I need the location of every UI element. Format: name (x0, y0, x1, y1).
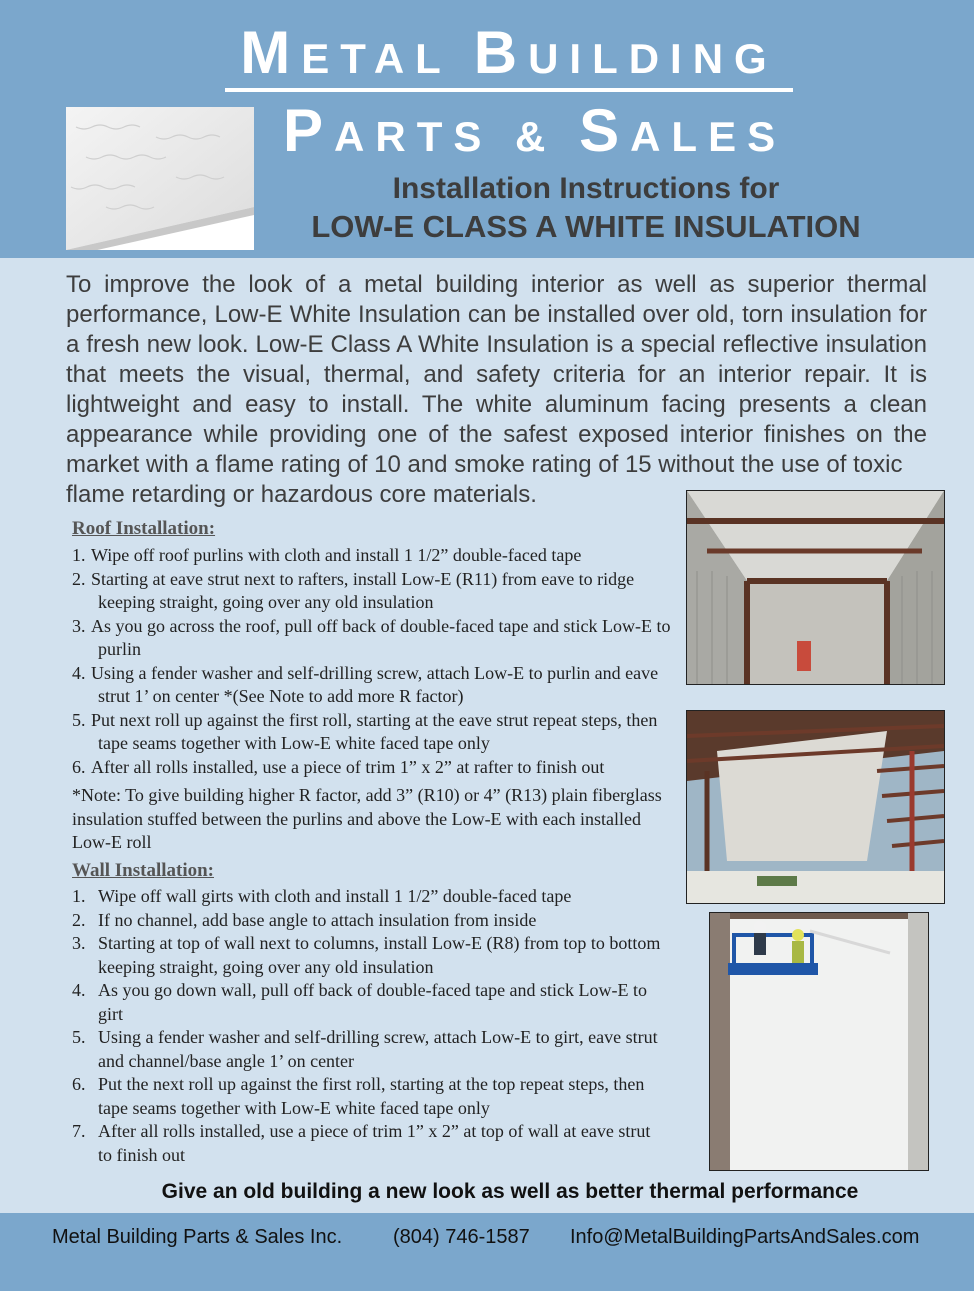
brand-word-building: UILDING (528, 35, 778, 82)
r-factor-note: *Note: To give building higher R factor, add 3” (R10) or 4” (R13) plain fiberglass insulation stuffed between the purlins and above the Low-E with each installed Low-E roll (72, 785, 662, 852)
step-number: 5. (72, 1027, 86, 1047)
list-item (72, 885, 662, 909)
step-number: 1. (72, 886, 86, 906)
brand-ampersand: & (515, 113, 557, 160)
brand-word-metal: ETAL (301, 35, 452, 82)
list-item (72, 615, 682, 662)
wall-steps-list (72, 885, 662, 1167)
brand-word-parts: ARTS (334, 113, 493, 160)
tagline: Give an old building a new look as well as better thermal performance (161, 1180, 859, 1203)
list-item (72, 662, 682, 709)
doc-title-line-2: LOW-E CLASS A WHITE INSULATION (311, 209, 861, 244)
step-number: 7. (72, 1121, 86, 1141)
list-item (72, 756, 682, 780)
step-number: 6. (72, 756, 86, 777)
roof-installation-heading: Roof Installation: (72, 518, 216, 539)
list-item (72, 1073, 662, 1120)
wall-installation-heading: Wall Installation: (72, 860, 214, 881)
list-item (72, 568, 682, 615)
roof-steps-list (72, 544, 682, 779)
step-text: Starting at eave strut next to rafters, install Low-E (R11) from eave to ridge keeping straight, going over any old insulation (91, 568, 635, 612)
step-number: 3. (72, 615, 86, 636)
step-text: Wipe off wall girts with cloth and install 1 1/2” double-faced tape (98, 886, 572, 906)
roof-framing-photo (686, 710, 945, 904)
footer-email[interactable]: Info@MetalBuildingPartsAndSales.com (570, 1226, 920, 1248)
brand-initial-s: S (579, 97, 631, 164)
insulation-sample-photo (66, 107, 254, 250)
brand-initial-m: M (240, 19, 302, 86)
step-text: If no channel, add base angle to attach insulation from inside (98, 909, 537, 930)
step-number: 1. (72, 545, 86, 565)
intro-paragraph: To improve the look of a metal building interior as well as superior thermal performance, Low-E White Insulation can be installed over old, torn insulation for a fresh new look. Low-E Class A White Insulation is a special reflective insulation that meets the visual, thermal, and safety criteria for an interior repair. It is lightweight and easy to install. The white aluminum facing presents a clean appearance while providing one of the safest exposed interior finishes on the market with a flame rating of 10 and smoke rating of 15 without the use of toxic (66, 271, 927, 478)
step-number: 6. (72, 1074, 86, 1094)
step-text: After all rolls installed, use a piece of trim 1” x 2” at rafter to finish out (91, 756, 605, 777)
step-number: 2. (72, 909, 86, 930)
brand-line-1 (0, 18, 974, 87)
list-item (72, 1120, 662, 1167)
step-text: As you go down wall, pull off back of double-faced tape and stick Low-E to girt (98, 980, 648, 1024)
step-number: 2. (72, 568, 86, 589)
footer-phone[interactable]: (804) 746-1587 (393, 1226, 530, 1248)
list-item (72, 979, 662, 1026)
step-text: Using a fender washer and self-drilling screw, attach Low-E to girt, eave strut and channel/base angle 1’ on center (98, 1027, 658, 1071)
step-number: 4. (72, 662, 86, 683)
step-text: Put the next roll up against the first roll, starting at the top repeat steps, then tape seams together with Low-E white faced tape only (98, 1074, 645, 1118)
step-number: 4. (72, 980, 86, 1000)
step-text: Wipe off roof purlins with cloth and install 1 1/2” double-faced tape (91, 545, 582, 565)
list-item (72, 932, 662, 979)
list-item (72, 709, 682, 756)
step-text: Put next roll up against the first roll, starting at the eave strut repeat steps, then tape seams together with Low-E white faced tape only (91, 709, 658, 753)
footer-bar (0, 1213, 974, 1291)
intro-paragraph-end: flame retarding or hazardous core materials. (66, 481, 537, 508)
step-number: 3. (72, 933, 86, 953)
footer-company: Metal Building Parts & Sales Inc. (52, 1226, 343, 1248)
brand-divider (225, 88, 793, 92)
brand-word-sales: ALES (630, 113, 787, 160)
doc-title-line-1: Installation Instructions for (392, 172, 780, 205)
step-text: After all rolls installed, use a piece of trim 1” x 2” at top of wall at eave strut to finish out (98, 1121, 651, 1165)
list-item (72, 909, 662, 933)
wall-lift-photo (709, 912, 929, 1171)
brand-line-2 (283, 96, 883, 165)
roof-interior-photo (686, 490, 945, 685)
list-item (72, 1026, 662, 1073)
brand-initial-b: B (473, 19, 529, 86)
step-text: Using a fender washer and self-drilling screw, attach Low-E to purlin and eave strut 1’ on center *(See Note to add more R factor) (91, 662, 659, 706)
step-text: Starting at top of wall next to columns, install Low-E (R8) from top to bottom keeping straight, going over any old insulation (98, 933, 661, 977)
step-text: As you go across the roof, pull off back of double-faced tape and stick Low-E to purlin (91, 615, 671, 659)
header-banner (0, 0, 974, 258)
step-number: 5. (72, 709, 86, 730)
list-item (72, 544, 682, 568)
brand-initial-p: P (283, 97, 335, 164)
